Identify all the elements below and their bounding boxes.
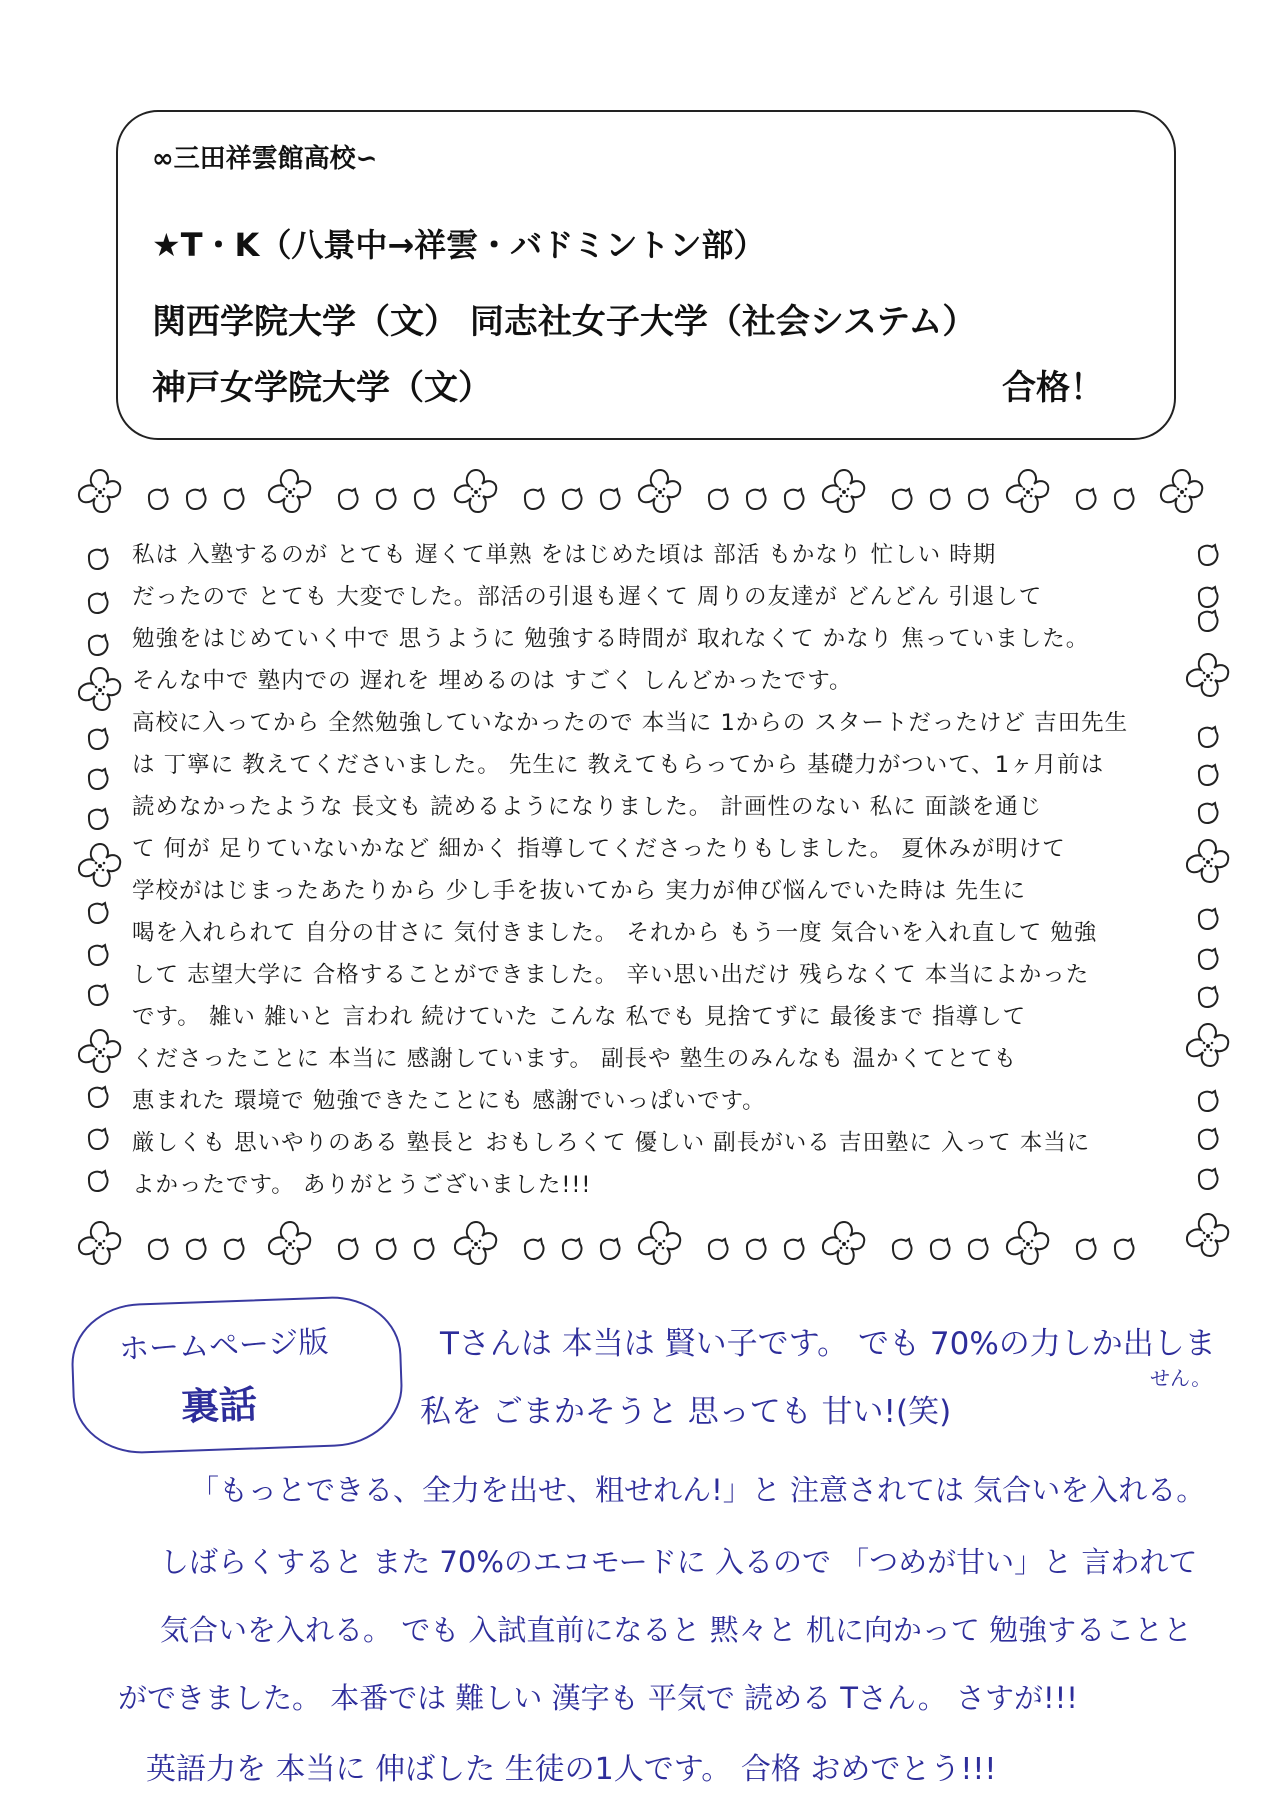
flower-icon xyxy=(639,470,680,512)
header-card xyxy=(116,110,1176,440)
testimonial-line: は 丁寧に 教えてくださいました。 先生に 教えてもらってから 基礎力がついて、1ヶ月前は xyxy=(132,752,1105,778)
flower-icon xyxy=(823,470,864,512)
petal-icon xyxy=(1115,489,1134,509)
testimonial-line: 恵まれた 環境で 勉強できたことにも 感謝でいっぱいです。 xyxy=(132,1088,766,1114)
petal-icon xyxy=(339,1239,358,1259)
petal-icon xyxy=(893,1239,912,1259)
petal-icon xyxy=(89,945,108,965)
petal-icon xyxy=(1199,949,1218,969)
testimonial-line: 喝を入れられて 自分の甘さに 気付きました。 それから もう一度 気合いを入れ直して 勉強 xyxy=(132,920,1098,946)
petal-icon xyxy=(563,1239,582,1259)
testimonial-line: 勉強をはじめていく中で 思うように 勉強する時間が 取れなくて かなり 焦っていました。 xyxy=(132,626,1090,652)
petal-icon xyxy=(225,489,244,509)
petal-icon xyxy=(525,489,544,509)
petal-icon xyxy=(377,1239,396,1259)
student-info: ★T・K（八景中→祥雲・バドミントン部） xyxy=(152,226,766,264)
petal-icon xyxy=(709,489,728,509)
flower-icon xyxy=(1187,1214,1228,1256)
flower-icon xyxy=(639,1222,680,1264)
petal-icon xyxy=(415,489,434,509)
flower-icon xyxy=(455,1222,496,1264)
pass-result: 合格！ xyxy=(1002,368,1104,408)
petal-icon xyxy=(1199,909,1218,929)
testimonial-line: して 志望大学に 合格することができました。 辛い思い出だけ 残らなくて 本当によかった xyxy=(132,962,1090,988)
testimonial-line: くださったことに 本当に 感謝しています。 副長や 塾生のみんなも 温かくてとても xyxy=(132,1046,1017,1072)
school-name: ∞三田祥雲館高校∽ xyxy=(152,144,378,174)
note-line-5: 気合いを入れる。 でも 入試直前になると 黙々と 机に向かって 勉強することと xyxy=(160,1613,1193,1647)
note-line-2: 私を ごまかそうと 思っても 甘い!(笑) xyxy=(420,1394,952,1430)
petal-icon xyxy=(1199,587,1218,607)
petal-icon xyxy=(187,1239,206,1259)
petal-icon xyxy=(601,489,620,509)
note-line-1: Tさんは 本当は 賢い子です。 でも 70%の力しか出しま xyxy=(440,1326,1216,1362)
flower-icon xyxy=(823,1222,864,1264)
testimonial-text xyxy=(132,534,1162,1206)
testimonial-line: 厳しくも 思いやりのある 塾長と おもしろくて 優しい 副長がいる 吉田塾に 入って 本当に xyxy=(132,1130,1091,1156)
testimonial-line: よかったです。 ありがとうございました!!! xyxy=(132,1172,592,1198)
testimonial-line: です。 雑い 雑いと 言われ 続けていた こんな 私でも 見捨てずに 最後まで 指導して xyxy=(132,1004,1027,1030)
flower-icon xyxy=(79,1222,120,1264)
petal-icon xyxy=(1199,611,1218,631)
testimonial-line: 学校がはじまったあたりから 少し手を抜いてから 実力が伸び悩んでいた時は 先生に xyxy=(132,878,1026,904)
petal-icon xyxy=(149,1239,168,1259)
note-line-1-tail: せん。 xyxy=(1150,1366,1212,1390)
flower-icon xyxy=(269,470,310,512)
note-line-6: ができました。 本番では 難しい 漢字も 平気で 読める Tさん。 さすが!!! xyxy=(118,1681,1078,1715)
petal-icon xyxy=(89,593,108,613)
flower-icon xyxy=(79,844,120,886)
flower-icon xyxy=(79,1030,120,1072)
petal-icon xyxy=(1077,489,1096,509)
petal-icon xyxy=(969,1239,988,1259)
testimonial-line: て 何が 足りていないかなど 細かく 指導してくださったりもしました。 夏休みが明けて xyxy=(132,836,1066,862)
petal-icon xyxy=(1199,765,1218,785)
flower-icon xyxy=(1187,1024,1228,1066)
petal-icon xyxy=(89,1087,108,1107)
petal-icon xyxy=(89,635,108,655)
petal-icon xyxy=(747,1239,766,1259)
petal-icon xyxy=(89,769,108,789)
petal-icon xyxy=(149,489,168,509)
petal-icon xyxy=(709,1239,728,1259)
flower-icon xyxy=(269,1222,310,1264)
flower-icon xyxy=(1007,470,1048,512)
petal-icon xyxy=(1199,727,1218,747)
petal-icon xyxy=(415,1239,434,1259)
petal-icon xyxy=(969,489,988,509)
petal-icon xyxy=(931,489,950,509)
flower-icon xyxy=(1007,1222,1048,1264)
petal-icon xyxy=(1077,1239,1096,1259)
petal-icon xyxy=(601,1239,620,1259)
flower-icon xyxy=(1187,654,1228,696)
petal-icon xyxy=(187,489,206,509)
flower-icon xyxy=(1161,470,1202,512)
flower-icon xyxy=(455,470,496,512)
universities-line-2: 神戸女学院大学（文） xyxy=(152,368,492,408)
testimonial-line: 読めなかったような 長文も 読めるようになりました。 計画性のない 私に 面談を通じ xyxy=(132,794,1043,820)
petal-icon xyxy=(1115,1239,1134,1259)
petal-icon xyxy=(1199,1129,1218,1149)
petal-icon xyxy=(89,729,108,749)
testimonial-line: 高校に入ってから 全然勉強していなかったので 本当に 1からの スタートだったけど 吉田先生 xyxy=(132,710,1129,736)
petal-icon xyxy=(339,489,358,509)
note-line-4: しばらくすると また 70%のエコモードに 入るので 「つめが甘い」と 言われて xyxy=(160,1545,1198,1579)
badge-subtitle: 裏話 xyxy=(180,1382,258,1429)
petal-icon xyxy=(377,489,396,509)
petal-icon xyxy=(931,1239,950,1259)
petal-icon xyxy=(1199,803,1218,823)
petal-icon xyxy=(89,809,108,829)
petal-icon xyxy=(89,1171,108,1191)
homepage-badge xyxy=(69,1294,404,1455)
flower-icon xyxy=(1187,840,1228,882)
petal-icon xyxy=(89,549,108,569)
petal-icon xyxy=(89,985,108,1005)
petal-icon xyxy=(563,489,582,509)
note-line-7: 英語力を 本当に 伸ばした 生徒の1人です。 合格 おめでとう!!! xyxy=(146,1752,997,1787)
testimonial-line: そんな中で 塾内での 遅れを 埋めるのは すごく しんどかったです。 xyxy=(132,668,853,694)
flower-icon xyxy=(79,668,120,710)
petal-icon xyxy=(785,1239,804,1259)
petal-icon xyxy=(785,489,804,509)
petal-icon xyxy=(89,1129,108,1149)
petal-icon xyxy=(1199,1091,1218,1111)
petal-icon xyxy=(525,1239,544,1259)
petal-icon xyxy=(1199,545,1218,565)
petal-icon xyxy=(89,903,108,923)
petal-icon xyxy=(893,489,912,509)
badge-title: ホームページ版 xyxy=(118,1324,329,1368)
petal-icon xyxy=(747,489,766,509)
note-line-3: 「もっとできる、全力を出せ、粗せれん!」と 注意されては 気合いを入れる。 xyxy=(190,1473,1206,1507)
testimonial-line: だったので とても 大変でした。部活の引退も遅くて 周りの友達が どんどん 引退して xyxy=(132,584,1043,610)
petal-icon xyxy=(1199,987,1218,1007)
petal-icon xyxy=(225,1239,244,1259)
universities-line-1: 関西学院大学（文） 同志社女子大学（社会システム） xyxy=(152,302,977,342)
flower-icon xyxy=(79,470,120,512)
petal-icon xyxy=(1199,1169,1218,1189)
testimonial-line: 私は 入塾するのが とても 遅くて単熟 をはじめた頃は 部活 もかなり 忙しい 時期 xyxy=(132,542,997,568)
